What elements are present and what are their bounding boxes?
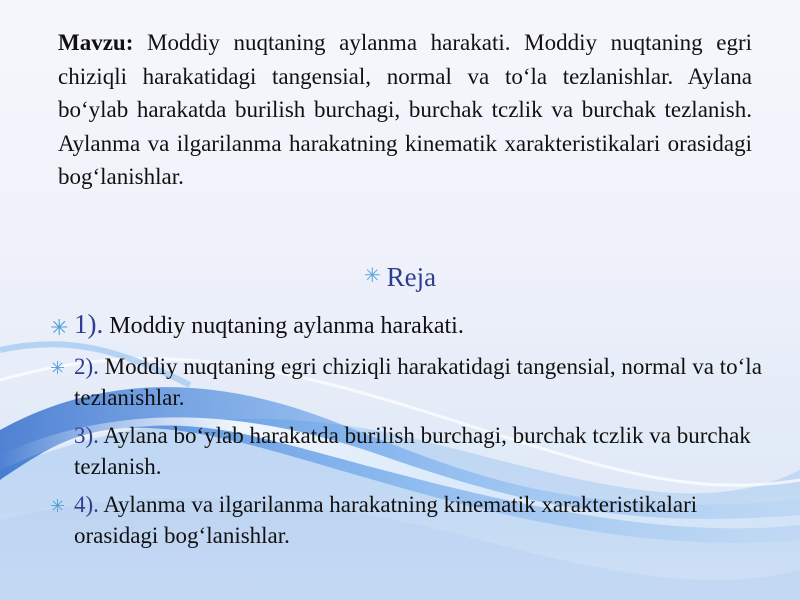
plan-item-2 [50, 351, 770, 413]
topic-label: Mavzu: [58, 30, 134, 55]
star-bullet-icon: ✳ [50, 315, 69, 340]
plan-heading-text: Reja [386, 262, 437, 292]
star-bullet-icon: ✳ [363, 265, 381, 287]
plan-item-number: 3). [74, 423, 99, 448]
topic-paragraph [58, 26, 752, 194]
plan-list [50, 306, 770, 551]
plan-item-3 [50, 420, 770, 482]
plan-heading [0, 262, 800, 293]
plan-item-number: 2). [74, 354, 99, 379]
star-bullet-icon: ✳ [50, 496, 66, 516]
plan-item-number: 1). [74, 309, 104, 339]
plan-item-text: Moddiy nuqtaning aylanma harakati. [103, 313, 464, 339]
plan-item-text: Aylana bo‘ylab harakatda burilish burchagi, burchak tczlik va burchak tezlanish. [74, 423, 751, 479]
topic-text: Moddiy nuqtaning aylanma harakati. Moddiy nuqtaning egri chiziqli harakatidagi tangensial, normal va to‘la tezlanishlar. Aylana bo‘ylab harakatda burilish burchagi, burchak tczlik va burchak tezlanish. Aylanma va ilgarilanma harakatning kinematik xarakteristikalari orasidagi bog‘lanishlar. [58, 30, 752, 189]
plan-item-1 [50, 306, 770, 344]
plan-item-text: Moddiy nuqtaning egri chiziqli harakatidagi tangensial, normal va to‘la tezlanishlar. [74, 354, 762, 410]
plan-item-4 [50, 489, 770, 551]
star-bullet-icon: ✳ [50, 358, 66, 378]
plan-item-text: Aylanma va ilgarilanma harakatning kinematik xarakteristikalari orasidagi bog‘lanishlar. [74, 492, 698, 548]
plan-item-number: 4). [74, 492, 99, 517]
